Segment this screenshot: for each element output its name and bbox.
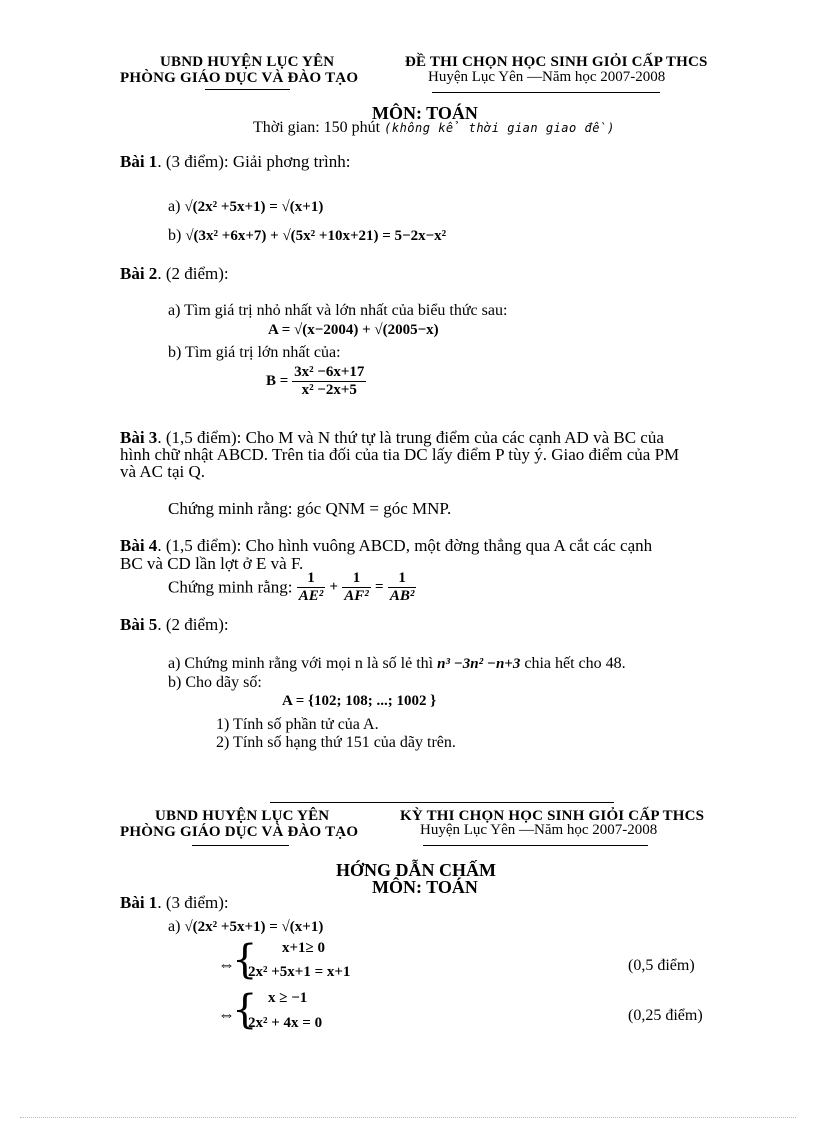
bai1-label: Bài 1	[120, 152, 158, 171]
bai5-desc: . (2 điểm):	[157, 615, 229, 634]
bai1-a	[168, 198, 323, 216]
bai5-a	[168, 655, 626, 673]
bai4-frac2-den: AF²	[344, 588, 369, 604]
guide-s2-score: (0,25 điểm)	[628, 1007, 703, 1024]
bai3-line2: hình chữ nhật ABCD. Trên tia đối của tia DC lấy điểm P tùy ý. Giao điểm của PM	[120, 445, 680, 464]
header2-left-line2: PHÒNG GIÁO DỤC VÀ ĐÀO TẠO	[120, 824, 359, 840]
header-right-line2: Huyện Lục Yên —Năm học 2007-2008	[428, 69, 666, 85]
bai2-b-text: b) Tìm giá trị lớn nhất của:	[168, 344, 341, 361]
header-left-line2: PHÒNG GIÁO DỤC VÀ ĐÀO TẠO	[120, 70, 359, 86]
bai3-label: Bài 3	[120, 428, 158, 447]
guide-a	[168, 918, 323, 936]
bai4-label: Bài 4	[120, 536, 158, 555]
bai1-a-label: a)	[168, 198, 181, 215]
bai2-b-lhs: B =	[266, 373, 289, 389]
guide-s1-score: (0,5 điểm)	[628, 957, 695, 974]
bai1-a-expr: √(2x² +5x+1) = √(x+1)	[184, 199, 324, 215]
bai1-desc: . (3 điểm): Giải phơng trình:	[157, 152, 351, 171]
guide-equiv-2: ⇔	[218, 1005, 235, 1024]
bai4-line2: BC và CD lần lợt ở E và F.	[120, 554, 304, 573]
bai2-heading	[120, 264, 229, 284]
bai5-heading	[120, 615, 229, 635]
bai5-a-text: a) Chứng minh rằng với mọi n là số lẻ thì	[168, 655, 434, 672]
bai4-prove	[168, 570, 416, 605]
header-left-line1: UBND HUYỆN LỤC YÊN	[160, 54, 335, 70]
guide-subject: MÔN: TOÁN	[372, 877, 478, 897]
bai4-frac2	[342, 570, 371, 605]
bai2-desc: . (2 điểm):	[157, 264, 229, 283]
bai4-frac2-num: 1	[342, 570, 371, 588]
bai3-prove: Chứng minh rằng: góc QNM = góc MNP.	[168, 499, 452, 518]
bai5-label: Bài 5	[120, 615, 158, 634]
header2-right-line1: KỲ THI CHỌN HỌC SINH GIỎI CẤP THCS	[400, 808, 705, 824]
exam-time-note: (không kể thời gian giao đề)	[384, 121, 615, 135]
bai4-frac1-num: 1	[297, 570, 326, 588]
bai5-b-text: b) Cho dãy số:	[168, 674, 262, 691]
bai5-item1: 1) Tính số phần tử của A.	[216, 716, 379, 733]
guide-bai1-desc: . (3 điểm):	[157, 893, 229, 912]
bai2-a-text: a) Tìm giá trị nhỏ nhất và lớn nhất của biểu thức sau:	[168, 302, 508, 319]
bai1-b-expr: √(3x² +6x+7) + √(5x² +10x+21) = 5−2x−x²	[185, 228, 447, 244]
bai5-a-expr: n³ −3n² −n+3	[437, 656, 521, 672]
guide-equiv-1: ⇔	[218, 955, 235, 974]
guide-brace-1: {	[232, 937, 258, 983]
bai2-label: Bài 2	[120, 264, 158, 283]
header-right-underline	[432, 92, 660, 93]
bai1-heading	[120, 152, 350, 172]
bai4-plus: +	[329, 579, 339, 595]
bai3-line1-text: . (1,5 điểm): Cho M và N thứ tự là trung điểm của các cạnh AD và BC của	[157, 428, 664, 447]
bai4-frac1	[297, 570, 326, 605]
bai5-b-expr: A = {102; 108; ...; 1002 }	[282, 693, 437, 709]
header2-left-line1: UBND HUYỆN LỤC YÊN	[155, 808, 330, 824]
guide-title: HỚNG DẪN CHẤM	[336, 860, 496, 880]
guide-bai1-label: Bài 1	[120, 893, 158, 912]
bai2-a-expr: A = √(x−2004) + √(2005−x)	[268, 322, 439, 338]
exam-time-text: Thời gian: 150 phút	[253, 119, 381, 136]
exam-time	[253, 119, 615, 137]
bai4-line1-text: . (1,5 điểm): Cho hình vuông ABCD, một đờng thẳng qua A cắt các cạnh	[157, 536, 653, 555]
header2-left-underline	[192, 845, 289, 846]
header2-right-underline	[423, 845, 648, 846]
header2-right-line2: Huyện Lục Yên —Năm học 2007-2008	[420, 822, 658, 838]
bai5-a-tail: chia hết cho 48.	[524, 655, 626, 672]
bai4-eq: =	[375, 579, 384, 595]
bai2-b-den: x² −2x+5	[301, 382, 357, 398]
bai4-line1	[120, 536, 652, 556]
header-right-line1: ĐỀ THI CHỌN HỌC SINH GIỎI CẤP THCS	[405, 54, 708, 70]
bai4-frac1-den: AE²	[298, 588, 324, 604]
bai2-b-fraction	[266, 364, 366, 399]
guide-s2-top: x ≥ −1	[268, 990, 308, 1006]
bai4-frac3-den: AB²	[389, 588, 415, 604]
header-left-underline	[205, 89, 290, 90]
bai2-b-frac	[292, 364, 366, 399]
bai1-b-label: b)	[168, 227, 182, 244]
guide-s1-bot: 2x² +5x+1 = x+1	[248, 964, 351, 980]
guide-a-label: a)	[168, 918, 181, 935]
page-bottom-dotted-line	[20, 1117, 796, 1118]
bai4-frac3	[388, 570, 417, 605]
bai5-item2: 2) Tính số hạng thứ 151 của dãy trên.	[216, 734, 456, 751]
bai4-frac3-num: 1	[388, 570, 417, 588]
bai2-b-num: 3x² −6x+17	[294, 364, 365, 380]
guide-bai1-heading	[120, 893, 229, 913]
guide-brace-2: {	[232, 987, 258, 1033]
guide-s2-bot: 2x² + 4x = 0	[248, 1015, 323, 1031]
guide-s1-top: x+1≥ 0	[282, 940, 326, 956]
bai1-b	[168, 227, 446, 245]
bai4-prove-text: Chứng minh rằng:	[168, 577, 293, 597]
section-divider	[270, 802, 614, 803]
guide-a-expr: √(2x² +5x+1) = √(x+1)	[184, 919, 324, 935]
bai3-line3: và AC tại Q.	[120, 462, 205, 481]
exam-subject: MÔN: TOÁN	[372, 103, 478, 123]
